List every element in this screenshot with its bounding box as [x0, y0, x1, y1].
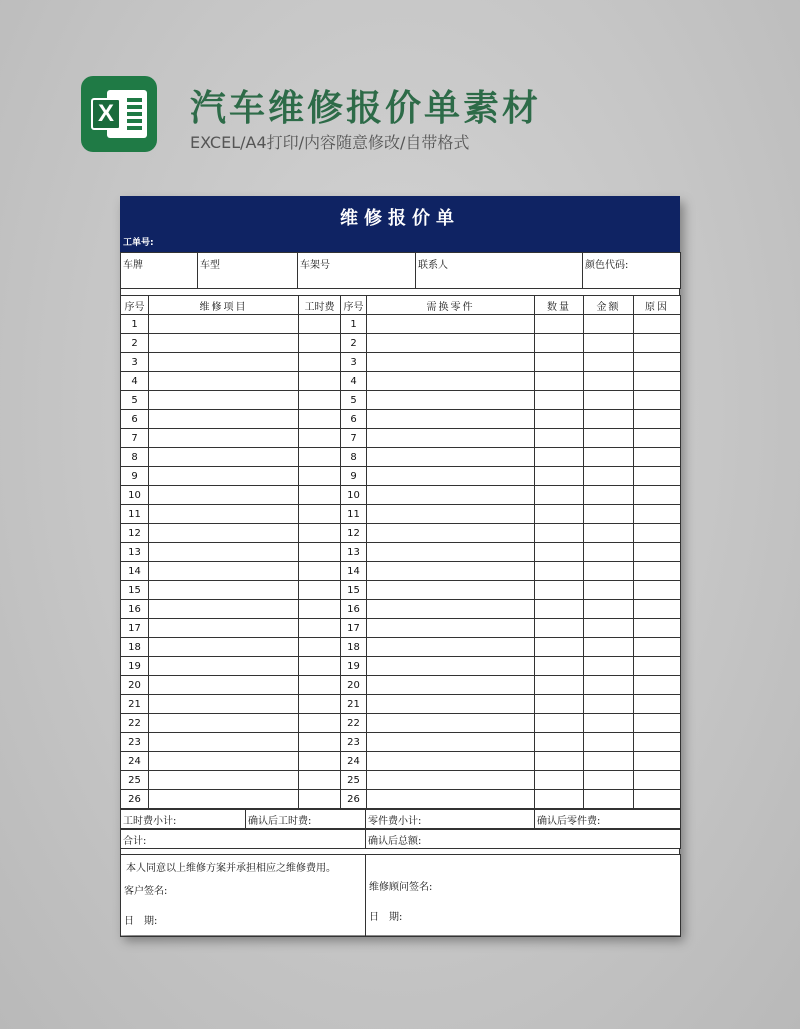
labor-fee-cell[interactable]: [299, 372, 341, 391]
labor-fee-cell[interactable]: [299, 771, 341, 790]
labor-fee-cell[interactable]: [299, 676, 341, 695]
repair-item-cell[interactable]: [149, 448, 299, 467]
table-row: [121, 752, 681, 771]
quantity-cell[interactable]: [535, 524, 584, 543]
quantity-cell[interactable]: [535, 752, 584, 771]
parts-row-number: 15: [341, 581, 367, 600]
parts-row-number: 26: [341, 790, 367, 809]
quantity-cell[interactable]: [535, 372, 584, 391]
confirmed-labor-field[interactable]: 确认后工时费:: [246, 810, 366, 829]
vin-field[interactable]: 车架号: [298, 253, 416, 289]
advisor-signature-field[interactable]: 维修顾问签名:: [369, 882, 433, 893]
repair-item-cell[interactable]: [149, 619, 299, 638]
row-number: 22: [121, 714, 149, 733]
reason-cell[interactable]: [634, 714, 681, 733]
parts-needed-cell[interactable]: [367, 543, 535, 562]
labor-subtotal-field[interactable]: 工时费小计:: [121, 810, 246, 829]
table-row: [121, 429, 681, 448]
amount-cell[interactable]: [584, 714, 634, 733]
table-row: [121, 790, 681, 809]
quantity-cell[interactable]: [535, 467, 584, 486]
amount-cell[interactable]: [584, 581, 634, 600]
row-number: 11: [121, 505, 149, 524]
row-number: 10: [121, 486, 149, 505]
amount-cell[interactable]: [584, 733, 634, 752]
labor-fee-cell[interactable]: [299, 391, 341, 410]
signature-table: [120, 854, 681, 937]
labor-fee-cell[interactable]: [299, 334, 341, 353]
parts-needed-cell[interactable]: [367, 638, 535, 657]
amount-cell[interactable]: [584, 600, 634, 619]
parts-row-number: 12: [341, 524, 367, 543]
reason-cell[interactable]: [634, 600, 681, 619]
repair-item-cell[interactable]: [149, 657, 299, 676]
quantity-cell[interactable]: [535, 353, 584, 372]
row-number: 15: [121, 581, 149, 600]
parts-row-number: 22: [341, 714, 367, 733]
parts-needed-cell[interactable]: [367, 505, 535, 524]
quantity-cell[interactable]: [535, 581, 584, 600]
parts-needed-cell[interactable]: [367, 581, 535, 600]
reason-cell[interactable]: [634, 771, 681, 790]
table-row: [121, 353, 681, 372]
amount-cell[interactable]: [584, 315, 634, 334]
reason-cell[interactable]: [634, 524, 681, 543]
parts-needed-cell[interactable]: [367, 676, 535, 695]
parts-row-number: 20: [341, 676, 367, 695]
amount-cell[interactable]: [584, 771, 634, 790]
labor-fee-cell[interactable]: [299, 562, 341, 581]
model-field[interactable]: 车型: [198, 253, 298, 289]
labor-fee-cell[interactable]: [299, 524, 341, 543]
repair-item-cell[interactable]: [149, 467, 299, 486]
repair-item-cell[interactable]: [149, 562, 299, 581]
excel-badge: X: [91, 98, 121, 130]
labor-fee-cell[interactable]: [299, 600, 341, 619]
table-row: [121, 581, 681, 600]
amount-cell[interactable]: [584, 448, 634, 467]
repair-item-cell[interactable]: [149, 524, 299, 543]
parts-needed-cell[interactable]: [367, 372, 535, 391]
reason-cell[interactable]: [634, 562, 681, 581]
table-row: [121, 619, 681, 638]
row-number: 7: [121, 429, 149, 448]
row-number: 4: [121, 372, 149, 391]
quantity-cell[interactable]: [535, 562, 584, 581]
parts-row-number: 7: [341, 429, 367, 448]
advisor-signature-cell: [366, 855, 681, 937]
reason-cell[interactable]: [634, 581, 681, 600]
labor-fee-cell[interactable]: [299, 505, 341, 524]
table-row: [121, 733, 681, 752]
page-title: 汽车维修报价单素材: [190, 88, 542, 129]
parts-row-number: 25: [341, 771, 367, 790]
reason-cell[interactable]: [634, 429, 681, 448]
labor-fee-cell[interactable]: [299, 543, 341, 562]
parts-row-number: 8: [341, 448, 367, 467]
table-row: [121, 543, 681, 562]
quantity-cell[interactable]: [535, 638, 584, 657]
parts-needed-cell[interactable]: [367, 790, 535, 809]
row-number: 6: [121, 410, 149, 429]
labor-fee-cell[interactable]: [299, 448, 341, 467]
amount-cell[interactable]: [584, 334, 634, 353]
quantity-cell[interactable]: [535, 505, 584, 524]
form-header: [120, 196, 680, 252]
parts-row-number: 11: [341, 505, 367, 524]
reason-cell[interactable]: [634, 752, 681, 771]
amount-cell[interactable]: [584, 695, 634, 714]
table-row: [121, 676, 681, 695]
table-row: [121, 486, 681, 505]
labor-fee-cell[interactable]: [299, 695, 341, 714]
col-quantity: 数量: [535, 296, 584, 315]
items-table: [120, 295, 681, 809]
labor-fee-cell[interactable]: [299, 410, 341, 429]
row-number: 17: [121, 619, 149, 638]
labor-fee-cell[interactable]: [299, 657, 341, 676]
parts-row-number: 19: [341, 657, 367, 676]
totals-table: [120, 809, 681, 829]
quantity-cell[interactable]: [535, 657, 584, 676]
reason-cell[interactable]: [634, 334, 681, 353]
row-number: 3: [121, 353, 149, 372]
repair-item-cell[interactable]: [149, 714, 299, 733]
parts-row-number: 9: [341, 467, 367, 486]
quantity-cell[interactable]: [535, 714, 584, 733]
quantity-cell[interactable]: [535, 600, 584, 619]
row-number: 12: [121, 524, 149, 543]
row-number: 18: [121, 638, 149, 657]
amount-cell[interactable]: [584, 372, 634, 391]
amount-cell[interactable]: [584, 410, 634, 429]
agreement-text: 本人同意以上维修方案并承担相应之维修费用。: [126, 863, 336, 874]
repair-item-cell[interactable]: [149, 353, 299, 372]
quote-form: [120, 196, 680, 935]
reason-cell[interactable]: [634, 676, 681, 695]
customer-signature-cell: [121, 855, 366, 937]
row-number: 14: [121, 562, 149, 581]
table-row: [121, 372, 681, 391]
amount-cell[interactable]: [584, 524, 634, 543]
repair-item-cell[interactable]: [149, 600, 299, 619]
parts-needed-cell[interactable]: [367, 315, 535, 334]
parts-row-number: 21: [341, 695, 367, 714]
quantity-cell[interactable]: [535, 733, 584, 752]
row-number: 19: [121, 657, 149, 676]
reason-cell[interactable]: [634, 486, 681, 505]
order-number-label: 工单号:: [123, 238, 154, 248]
reason-cell[interactable]: [634, 638, 681, 657]
row-number: 16: [121, 600, 149, 619]
labor-fee-cell[interactable]: [299, 790, 341, 809]
labor-fee-cell[interactable]: [299, 486, 341, 505]
repair-item-cell[interactable]: [149, 581, 299, 600]
parts-row-number: 6: [341, 410, 367, 429]
confirmed-total-field[interactable]: 确认后总额:: [366, 830, 681, 849]
table-row: [121, 695, 681, 714]
confirmed-parts-field[interactable]: 确认后零件费:: [535, 810, 681, 829]
table-row: [121, 562, 681, 581]
labor-fee-cell[interactable]: [299, 315, 341, 334]
items-header-row: [121, 296, 681, 315]
reason-cell[interactable]: [634, 372, 681, 391]
labor-fee-cell[interactable]: [299, 714, 341, 733]
reason-cell[interactable]: [634, 619, 681, 638]
parts-row-number: 23: [341, 733, 367, 752]
parts-needed-cell[interactable]: [367, 657, 535, 676]
parts-row-number: 18: [341, 638, 367, 657]
row-number: 8: [121, 448, 149, 467]
reason-cell[interactable]: [634, 467, 681, 486]
table-row: [121, 410, 681, 429]
parts-needed-cell[interactable]: [367, 391, 535, 410]
col-amount: 金额: [584, 296, 634, 315]
col-repair-item: 维修项目: [149, 296, 299, 315]
parts-row-number: 16: [341, 600, 367, 619]
reason-cell[interactable]: [634, 353, 681, 372]
quantity-cell[interactable]: [535, 771, 584, 790]
parts-row-number: 17: [341, 619, 367, 638]
labor-fee-cell[interactable]: [299, 467, 341, 486]
parts-needed-cell[interactable]: [367, 334, 535, 353]
parts-row-number: 13: [341, 543, 367, 562]
parts-needed-cell[interactable]: [367, 353, 535, 372]
repair-item-cell[interactable]: [149, 695, 299, 714]
repair-item-cell[interactable]: [149, 372, 299, 391]
customer-signature-field[interactable]: 客户签名:: [124, 886, 168, 897]
amount-cell[interactable]: [584, 657, 634, 676]
plate-field[interactable]: 车牌: [121, 253, 198, 289]
col-seq-2: 序号: [341, 296, 367, 315]
reason-cell[interactable]: [634, 505, 681, 524]
quantity-cell[interactable]: [535, 619, 584, 638]
row-number: 9: [121, 467, 149, 486]
parts-needed-cell[interactable]: [367, 714, 535, 733]
quantity-cell[interactable]: [535, 334, 584, 353]
amount-cell[interactable]: [584, 752, 634, 771]
parts-needed-cell[interactable]: [367, 410, 535, 429]
parts-needed-cell[interactable]: [367, 524, 535, 543]
color-code-field[interactable]: 颜色代码:: [583, 253, 681, 289]
parts-row-number: 14: [341, 562, 367, 581]
amount-cell[interactable]: [584, 562, 634, 581]
parts-row-number: 2: [341, 334, 367, 353]
parts-row-number: 24: [341, 752, 367, 771]
repair-item-cell[interactable]: [149, 752, 299, 771]
advisor-date-field[interactable]: 日 期:: [369, 912, 403, 923]
col-seq: 序号: [121, 296, 149, 315]
labor-fee-cell[interactable]: [299, 752, 341, 771]
reason-cell[interactable]: [634, 733, 681, 752]
repair-item-cell[interactable]: [149, 391, 299, 410]
row-number: 1: [121, 315, 149, 334]
parts-subtotal-field[interactable]: 零件费小计:: [366, 810, 535, 829]
reason-cell[interactable]: [634, 391, 681, 410]
form-title: 维修报价单: [340, 208, 460, 229]
parts-needed-cell[interactable]: [367, 733, 535, 752]
quantity-cell[interactable]: [535, 695, 584, 714]
labor-fee-cell[interactable]: [299, 429, 341, 448]
labor-fee-cell[interactable]: [299, 581, 341, 600]
reason-cell[interactable]: [634, 695, 681, 714]
parts-needed-cell[interactable]: [367, 448, 535, 467]
table-row: [121, 467, 681, 486]
row-number: 2: [121, 334, 149, 353]
customer-date-field[interactable]: 日 期:: [124, 916, 158, 927]
repair-item-cell[interactable]: [149, 429, 299, 448]
parts-needed-cell[interactable]: [367, 695, 535, 714]
repair-item-cell[interactable]: [149, 315, 299, 334]
col-labor-fee: 工时费: [299, 296, 341, 315]
row-number: 20: [121, 676, 149, 695]
repair-item-cell[interactable]: [149, 505, 299, 524]
repair-item-cell[interactable]: [149, 790, 299, 809]
page-subtitle: EXCEL/A4打印/内容随意修改/自带格式: [190, 133, 470, 152]
quantity-cell[interactable]: [535, 391, 584, 410]
table-row: [121, 524, 681, 543]
reason-cell[interactable]: [634, 657, 681, 676]
parts-row-number: 5: [341, 391, 367, 410]
amount-cell[interactable]: [584, 619, 634, 638]
parts-needed-cell[interactable]: [367, 771, 535, 790]
row-number: 5: [121, 391, 149, 410]
reason-cell[interactable]: [634, 315, 681, 334]
table-row: [121, 391, 681, 410]
repair-item-cell[interactable]: [149, 771, 299, 790]
amount-cell[interactable]: [584, 391, 634, 410]
reason-cell[interactable]: [634, 410, 681, 429]
contact-field[interactable]: 联系人: [416, 253, 583, 289]
row-number: 25: [121, 771, 149, 790]
amount-cell[interactable]: [584, 505, 634, 524]
quantity-cell[interactable]: [535, 448, 584, 467]
table-row: [121, 334, 681, 353]
grand-total-table: [120, 829, 681, 849]
parts-needed-cell[interactable]: [367, 752, 535, 771]
parts-row-number: 4: [341, 372, 367, 391]
amount-cell[interactable]: [584, 543, 634, 562]
reason-cell[interactable]: [634, 790, 681, 809]
row-number: 26: [121, 790, 149, 809]
table-row: [121, 771, 681, 790]
parts-needed-cell[interactable]: [367, 562, 535, 581]
labor-fee-cell[interactable]: [299, 733, 341, 752]
parts-row-number: 3: [341, 353, 367, 372]
amount-cell[interactable]: [584, 467, 634, 486]
repair-item-cell[interactable]: [149, 733, 299, 752]
table-row: [121, 448, 681, 467]
row-number: 23: [121, 733, 149, 752]
labor-fee-cell[interactable]: [299, 353, 341, 372]
amount-cell[interactable]: [584, 638, 634, 657]
row-number: 13: [121, 543, 149, 562]
parts-row-number: 10: [341, 486, 367, 505]
amount-cell[interactable]: [584, 790, 634, 809]
table-row: [121, 657, 681, 676]
parts-needed-cell[interactable]: [367, 600, 535, 619]
repair-item-cell[interactable]: [149, 638, 299, 657]
quantity-cell[interactable]: [535, 676, 584, 695]
quantity-cell[interactable]: [535, 429, 584, 448]
parts-needed-cell[interactable]: [367, 429, 535, 448]
quantity-cell[interactable]: [535, 543, 584, 562]
total-field[interactable]: 合计:: [121, 830, 366, 849]
quantity-cell[interactable]: [535, 410, 584, 429]
repair-item-cell[interactable]: [149, 334, 299, 353]
parts-row-number: 1: [341, 315, 367, 334]
parts-needed-cell[interactable]: [367, 619, 535, 638]
quantity-cell[interactable]: [535, 790, 584, 809]
quantity-cell[interactable]: [535, 486, 584, 505]
row-number: 24: [121, 752, 149, 771]
parts-needed-cell[interactable]: [367, 486, 535, 505]
amount-cell[interactable]: [584, 486, 634, 505]
table-row: [121, 600, 681, 619]
table-row: [121, 714, 681, 733]
amount-cell[interactable]: [584, 676, 634, 695]
col-reason: 原因: [634, 296, 681, 315]
table-row: [121, 505, 681, 524]
col-parts-needed: 需换零件: [367, 296, 535, 315]
repair-item-cell[interactable]: [149, 486, 299, 505]
labor-fee-cell[interactable]: [299, 619, 341, 638]
vehicle-info-table: [120, 252, 681, 289]
table-row: [121, 638, 681, 657]
table-row: [121, 315, 681, 334]
amount-cell[interactable]: [584, 429, 634, 448]
amount-cell[interactable]: [584, 353, 634, 372]
repair-item-cell[interactable]: [149, 543, 299, 562]
repair-item-cell[interactable]: [149, 676, 299, 695]
repair-item-cell[interactable]: [149, 410, 299, 429]
excel-icon: [81, 76, 157, 152]
row-number: 21: [121, 695, 149, 714]
labor-fee-cell[interactable]: [299, 638, 341, 657]
parts-needed-cell[interactable]: [367, 467, 535, 486]
quantity-cell[interactable]: [535, 315, 584, 334]
reason-cell[interactable]: [634, 448, 681, 467]
reason-cell[interactable]: [634, 543, 681, 562]
